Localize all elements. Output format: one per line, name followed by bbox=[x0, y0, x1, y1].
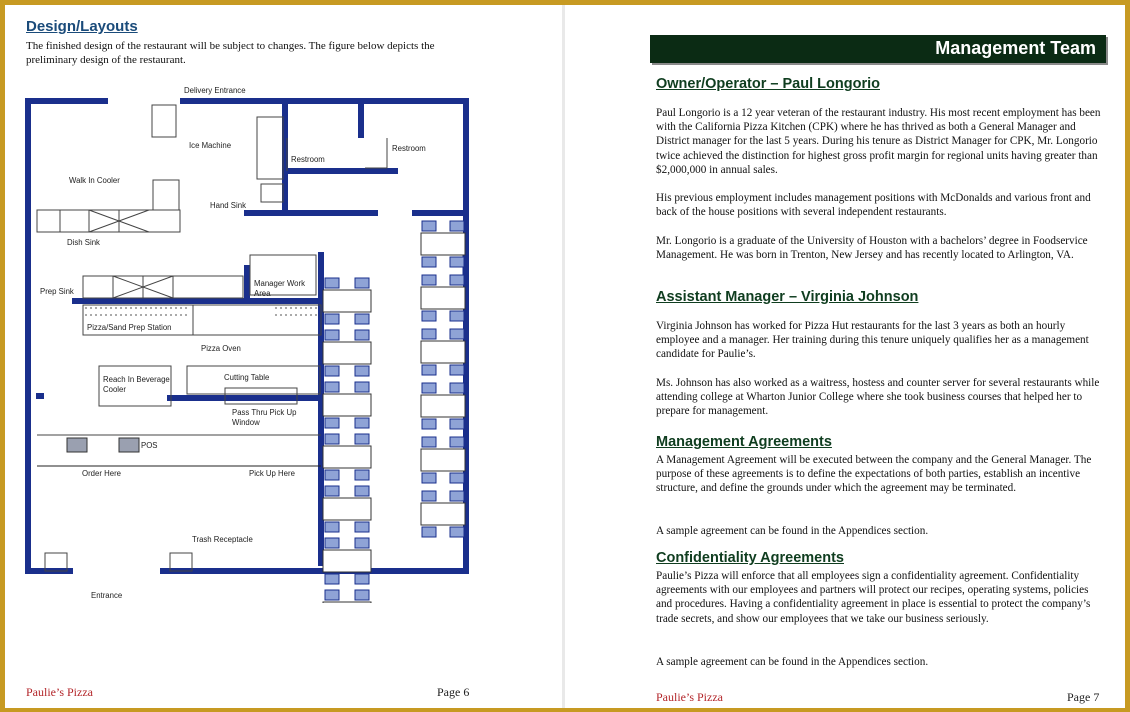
chair bbox=[325, 314, 339, 324]
chair bbox=[450, 437, 464, 447]
chair bbox=[355, 330, 369, 340]
chair bbox=[325, 590, 339, 600]
chair bbox=[355, 590, 369, 600]
cutting-table-label: Cutting Table bbox=[224, 373, 270, 382]
ice-machine-label: Ice Machine bbox=[189, 141, 232, 150]
dining-table bbox=[421, 341, 465, 363]
floor-plan bbox=[25, 83, 475, 603]
design-intro: The finished design of the restaurant will be subject to changes. The figure below depicts the preliminary design of the restaurant. bbox=[26, 40, 435, 66]
walk-in-cooler-label: Walk In Cooler bbox=[69, 176, 120, 185]
chair bbox=[325, 538, 339, 548]
hand-sink-label: Hand Sink bbox=[210, 201, 246, 210]
chair bbox=[355, 366, 369, 376]
banner-title: Management Team bbox=[935, 38, 1096, 58]
chair bbox=[422, 437, 436, 447]
dining-table bbox=[421, 287, 465, 309]
entrance-label: Entrance bbox=[91, 591, 123, 600]
dining-table bbox=[323, 550, 371, 572]
chair bbox=[355, 418, 369, 428]
chair bbox=[325, 470, 339, 480]
chair bbox=[355, 522, 369, 532]
manager-work-area-label: Manager Work Area bbox=[254, 279, 305, 298]
section-paragraph: Ms. Johnson has also worked as a waitress, hostess and counter server for several restaurants while attending college at Wharton Junior College where she took business courses that helped her to prepare for management. bbox=[656, 377, 1100, 418]
pick-up-here-label: Pick Up Here bbox=[249, 469, 295, 478]
chair bbox=[355, 314, 369, 324]
chair bbox=[355, 538, 369, 548]
chair bbox=[325, 574, 339, 584]
section-heading: Owner/Operator – Paul Longorio bbox=[656, 76, 880, 92]
chair bbox=[325, 366, 339, 376]
chair bbox=[450, 419, 464, 429]
chair bbox=[355, 382, 369, 392]
chair bbox=[422, 329, 436, 339]
section-paragraph: His previous employment includes management positions with McDonalds and various front and back of the house positions with several independent restaurants. bbox=[656, 192, 1091, 219]
dining-table bbox=[323, 290, 371, 312]
dining-table bbox=[323, 394, 371, 416]
chair bbox=[450, 527, 464, 537]
chair bbox=[355, 434, 369, 444]
reach-in-cooler-label: Reach In Beverage Cooler bbox=[103, 375, 170, 394]
dining-table bbox=[421, 395, 465, 417]
section-heading: Management Agreements bbox=[656, 434, 832, 450]
footer-page-number: Page 7 bbox=[1067, 690, 1100, 704]
dining-table bbox=[323, 342, 371, 364]
pizza-oven-label: Pizza Oven bbox=[201, 344, 241, 353]
dining-table bbox=[421, 503, 465, 525]
order-here-label: Order Here bbox=[82, 469, 121, 478]
chair bbox=[422, 491, 436, 501]
dining-table bbox=[421, 233, 465, 255]
chair bbox=[355, 486, 369, 496]
restroom-label-1: Restroom bbox=[291, 155, 325, 164]
prep-station-label: Pizza/Sand Prep Station bbox=[87, 323, 172, 332]
chair bbox=[325, 382, 339, 392]
section-heading: Assistant Manager – Virginia Johnson bbox=[656, 289, 919, 305]
dining-table bbox=[323, 602, 371, 603]
pass-thru-window-label: Pass Thru Pick Up Window bbox=[232, 408, 297, 427]
chair bbox=[325, 330, 339, 340]
chair bbox=[325, 278, 339, 288]
chair bbox=[450, 383, 464, 393]
footer-company: Paulie’s Pizza bbox=[26, 685, 93, 699]
footer-page-number: Page 6 bbox=[437, 685, 470, 699]
chair bbox=[450, 275, 464, 285]
chair bbox=[422, 383, 436, 393]
dining-table bbox=[323, 446, 371, 468]
chair bbox=[422, 419, 436, 429]
management-team-banner bbox=[650, 35, 1106, 63]
chair bbox=[325, 418, 339, 428]
section-paragraph: Virginia Johnson has worked for Pizza Hut restaurants for the last 3 years as both an hourly employee and a manager. Her training during this tenure uniquely qualifies her as a management candidate for Paulie’s. bbox=[656, 320, 1089, 361]
section-paragraph: A Management Agreement will be executed between the company and the General Manager. The purpose of these agreements is to define the expectations of both parties, establish an incentive structure, and define the grounds under which the agreement may be terminated. bbox=[656, 454, 1092, 495]
chair bbox=[450, 491, 464, 501]
section-paragraph: A sample agreement can be found in the Appendices section. bbox=[656, 525, 929, 537]
chair bbox=[422, 365, 436, 375]
dish-sink-label: Dish Sink bbox=[67, 238, 100, 247]
chair bbox=[422, 257, 436, 267]
prep-sink-label: Prep Sink bbox=[40, 287, 74, 296]
design-layouts-heading: Design/Layouts bbox=[26, 18, 138, 35]
chair bbox=[422, 473, 436, 483]
dining-table bbox=[421, 449, 465, 471]
chair bbox=[450, 365, 464, 375]
chair bbox=[325, 522, 339, 532]
chair bbox=[450, 221, 464, 231]
chair bbox=[450, 473, 464, 483]
chair bbox=[422, 275, 436, 285]
floor-plan-drawing bbox=[25, 83, 475, 603]
chair bbox=[355, 574, 369, 584]
page-7 bbox=[565, 5, 1125, 708]
section-paragraph: Paul Longorio is a 12 year veteran of the restaurant industry. His most recent employment has been with the California Pizza Kitchen (CPK) where he has thrived as both a General Manager and District manager for the last 5 years. During his tenure as District Manager for CPK, Mr. Longorio twice achieved the distinction for highest gross profit margin for regional units having greater than $2,000,000 in annual sales. bbox=[656, 107, 1101, 176]
trash-receptacle-label: Trash Receptacle bbox=[192, 535, 253, 544]
section-paragraph: Paulie’s Pizza will enforce that all employees sign a confidentiality agreement. Confidentiality agreements with our employees and partners will protect our recipes, operating systems, policies and procedures. Having a confidentiality agreement in place is essential to protect the company’s trade secrets, and show our employees that we take our business seriously. bbox=[656, 570, 1091, 625]
chair bbox=[422, 527, 436, 537]
section-paragraph: Mr. Longorio is a graduate of the University of Houston with a bachelors’ degree in Foodservice Management. He was born in Trenton, New Jersey and has recently located to Arlington, VA. bbox=[656, 235, 1088, 262]
restroom-label-2: Restroom bbox=[392, 144, 426, 153]
chair bbox=[422, 311, 436, 321]
chair bbox=[422, 221, 436, 231]
chair bbox=[355, 278, 369, 288]
pos-label: POS bbox=[141, 441, 158, 450]
chair bbox=[355, 470, 369, 480]
chair bbox=[450, 329, 464, 339]
page-6 bbox=[5, 5, 562, 708]
chair bbox=[325, 434, 339, 444]
section-heading: Confidentiality Agreements bbox=[656, 550, 844, 566]
section-paragraph: A sample agreement can be found in the Appendices section. bbox=[656, 656, 929, 668]
delivery-entrance-label: Delivery Entrance bbox=[184, 86, 246, 95]
chair bbox=[325, 486, 339, 496]
dining-table bbox=[323, 498, 371, 520]
chair bbox=[450, 257, 464, 267]
footer-company: Paulie’s Pizza bbox=[656, 690, 723, 704]
chair bbox=[450, 311, 464, 321]
